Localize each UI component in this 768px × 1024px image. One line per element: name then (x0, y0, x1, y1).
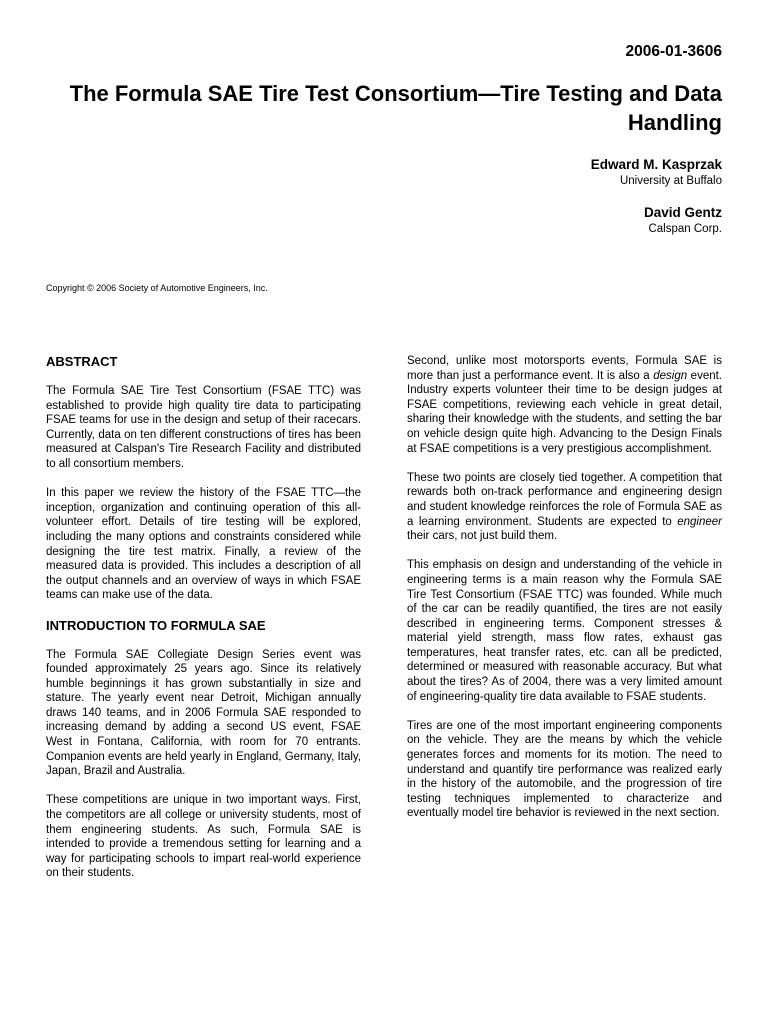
abstract-paragraph: In this paper we review the history of the FSAE TTC—the inception, organization and continuing operation of this all-volunteer effort. Details of tire testing will be explored, including the many options and constraints considered while designing the tire test matrix. Finally, a review of the measured data is provided. This includes a description of all the output channels and an overview of ways in which FSAE teams can make use of the data. (46, 487, 361, 602)
right-column (407, 354, 722, 836)
intro-paragraph: The Formula SAE Collegiate Design Series event was founded approximately 25 years ago. Since its relatively humble beginnings it has grown substantially in size and stature. The yearly event near Detroit, Michigan annually draws 140 teams, and in 2006 Formula SAE responded to increasing demand by adding a second US event, FSAE West in Fontana, California, with room for 70 entrants. Companion events are held yearly in England, Germany, Italy, Japan, Brazil and Australia. (46, 648, 361, 778)
text-run: their cars, not just build them. (407, 530, 558, 543)
paper-number: 2006-01-3606 (625, 43, 722, 60)
author-block (591, 156, 722, 189)
text-run: Second, unlike most motorsports events, Formula SAE is more than just a performance event. It is also a (407, 355, 722, 382)
emphasis-text: engineer (677, 515, 722, 528)
body-paragraph (407, 354, 722, 456)
abstract-paragraph: The Formula SAE Tire Test Consortium (FSAE TTC) was established to provide high quality tire data to participating FSAE teams for use in the design and setup of their racecars. Currently, data on ten different constructions of tires has been measured at Calspan's Tire Research Facility and distributed to all consortium members. (46, 385, 361, 470)
body-paragraph: This emphasis on design and understanding of the vehicle in engineering terms is a main reason why the Formula SAE Tire Test Consortium (FSAE TTC) was founded. While much of the car can be readily quantified, the tires are not easily described in engineering terms. Component stresses & material yield strength, mass flow rates, exhaust gas temperatures, heat transfer rates, etc. can all be predicted, determined or measured with reasonable accuracy. But what about the tires? As of 2004, there was a very limited amount of engineering-quality tire data available to FSAE students. (407, 559, 722, 703)
author-affiliation: Calspan Corp. (648, 223, 722, 235)
author-block (644, 204, 722, 237)
emphasis-text: design (653, 369, 688, 382)
abstract-heading: ABSTRACT (46, 354, 118, 369)
left-column (46, 354, 361, 896)
text-run: event. Industry experts volunteer their time to be design judges at FSAE competitions, reviewing each vehicle in great detail, sharing their knowledge with the students, and setting the bar on vehicle design quite high. Advancing to the Design Finals at FSAE competitions is a very prestigious accomplishment. (407, 369, 722, 455)
intro-heading: INTRODUCTION TO FORMULA SAE (46, 617, 266, 633)
paper-title: The Formula SAE Tire Test Consortium—Tire Testing and Data Handling (69, 81, 722, 135)
author-name: David Gentz (643, 205, 722, 220)
author-affiliation: University at Buffalo (619, 175, 722, 187)
author-name: Edward M. Kasprzak (590, 157, 722, 172)
body-paragraph (407, 471, 722, 544)
intro-paragraph: These competitions are unique in two important ways. First, the competitors are all college or university students, most of them engineering students. As such, Formula SAE is intended to provide a tremendous setting for learning and a way for participating schools to impart real-world experience on their students. (46, 794, 361, 880)
text-run: These two points are closely tied together. A competition that rewards both on-track performance and engineering design and student knowledge reinforces the role of Formula SAE as a learning environment. Students are expected to (407, 471, 722, 528)
body-paragraph: Tires are one of the most important engineering components on the vehicle. They are the means by which the vehicle generates forces and moments for its motion. The need to understand and quantify tire performance was realized early in the history of the automobile, and the progression of tire testing techniques implemented to characterize and eventually model tire behavior is reviewed in the next section. (407, 719, 722, 820)
copyright-notice: Copyright © 2006 Society of Automotive Engineers, Inc. (46, 283, 268, 293)
